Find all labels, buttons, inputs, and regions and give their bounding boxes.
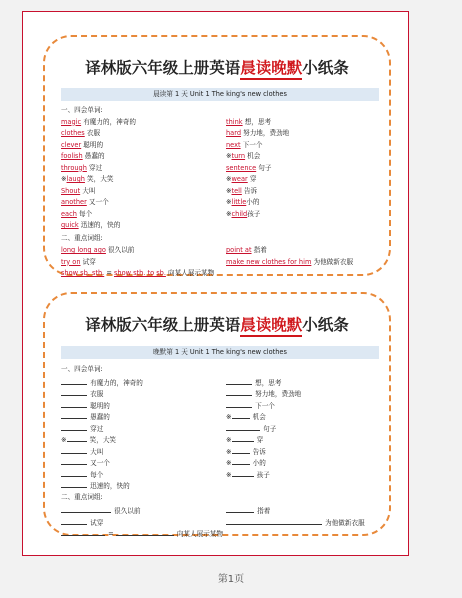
blank-item[interactable]: ※ 小的: [226, 459, 266, 467]
vocab-item: think 想，思考: [226, 117, 272, 126]
title-suffix: 小纸条: [302, 316, 349, 334]
phrase-item: show sb. sth. = show sth. to sb. 向某人展示某物: [61, 269, 215, 277]
vocab-item: quick 迅速的，快的: [61, 221, 121, 229]
vocab-item: ※tell 告诉: [226, 186, 258, 195]
blank-item[interactable]: ※ 笑，大笑: [61, 436, 117, 444]
blank-item[interactable]: 又一个: [61, 457, 110, 468]
card-title: [45, 56, 389, 78]
title-highlight: 晨读晚默: [240, 59, 302, 80]
vocab-item: ※laugh 笑，大笑: [61, 175, 114, 183]
phrase-item: try on 试穿: [61, 257, 96, 266]
blank-item[interactable]: 句子: [226, 423, 276, 434]
phrase-blank[interactable]: 指着: [226, 505, 270, 516]
vocab-item: foolish 愚蠢的: [61, 152, 105, 160]
section-heading: 二、重点词组:: [61, 234, 103, 242]
blank-item[interactable]: 愚蠢的: [61, 411, 110, 422]
blank-item[interactable]: 聪明的: [61, 400, 110, 411]
blank-item[interactable]: 努力地，费劲地: [226, 388, 301, 399]
vocab-item: ※little小的: [226, 198, 260, 206]
blank-item[interactable]: ※ 孩子: [226, 470, 270, 479]
vocab-item: ※wear 穿: [226, 175, 257, 183]
vocab-item: Shout 大叫: [61, 186, 96, 195]
phrase-item: point at 指着: [226, 246, 267, 254]
phrase-blank[interactable]: 为他做新衣服: [226, 517, 365, 528]
blank-item[interactable]: ※ 机会: [226, 413, 266, 421]
day-unit-band: 晨读第 1 天 Unit 1 The king's new clothes: [61, 88, 379, 101]
card-title: [45, 313, 389, 335]
blank-item[interactable]: 大叫: [61, 446, 103, 457]
blank-item[interactable]: ※ 告诉: [226, 447, 266, 456]
vocab-item: through 穿过: [61, 163, 103, 172]
blank-item[interactable]: 穿过: [61, 423, 103, 434]
vocab-item: magic 有魔力的，神奇的: [61, 117, 136, 126]
vocab-item: hard 努力地，费劲地: [226, 129, 290, 137]
title-highlight: 晨读晚默: [240, 316, 302, 337]
phrase-blank[interactable]: 很久以前: [61, 505, 140, 516]
vocab-item: ※child孩子: [226, 209, 261, 218]
blank-item[interactable]: 有魔力的，神奇的: [61, 377, 143, 388]
evening-dictation-card: [43, 292, 391, 536]
vocab-item: another 又一个: [61, 198, 109, 206]
blank-item[interactable]: 迅速的，快的: [61, 480, 130, 491]
section-heading: 二、重点词组:: [61, 493, 103, 501]
day-unit-band: 晚默第 1 天 Unit 1 The king's new clothes: [61, 346, 379, 359]
document-page: [22, 11, 409, 556]
title-prefix: 译林版六年级上册英语: [85, 59, 241, 77]
phrase-blank[interactable]: 试穿: [61, 517, 103, 528]
vocab-item: next 下一个: [226, 140, 263, 149]
vocab-item: clothes 衣服: [61, 129, 101, 137]
blank-item[interactable]: 每个: [61, 469, 103, 480]
vocab-item: ※turn 机会: [226, 152, 261, 160]
phrase-blank[interactable]: = 向某人展示某物: [61, 528, 223, 539]
phrase-item: long long ago 很久以前: [61, 246, 135, 254]
section-heading: 一、四会单词:: [61, 365, 103, 373]
blank-item[interactable]: 想，思考: [226, 377, 281, 388]
title-prefix: 译林版六年级上册英语: [85, 316, 241, 334]
phrase-item: make new clothes for him 为他做新衣服: [226, 257, 354, 266]
morning-reading-card: [43, 35, 391, 276]
vocab-item: each 每个: [61, 209, 93, 218]
blank-item[interactable]: 衣服: [61, 388, 103, 399]
blank-item[interactable]: 下一个: [226, 400, 275, 411]
blank-item[interactable]: ※ 穿: [226, 436, 264, 444]
vocab-item: clever 聪明的: [61, 140, 104, 149]
section-heading: 一、四会单词:: [61, 106, 103, 114]
vocab-item: sentence 句子: [226, 163, 272, 172]
page-number: 第1页: [217, 574, 245, 585]
title-suffix: 小纸条: [302, 59, 349, 77]
